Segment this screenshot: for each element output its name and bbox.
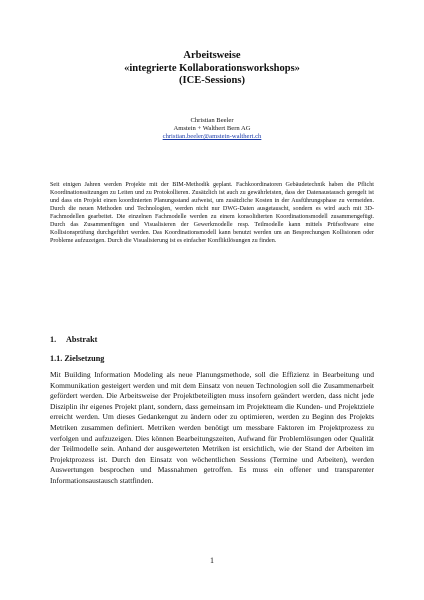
section-number: 1. xyxy=(50,335,57,344)
section-heading-abstrakt xyxy=(50,335,97,344)
body-paragraph: Mit Building Information Modeling als neue Planungsmethode, soll die Effizienz in Bearbeitung und Kommunikation gesteigert werden und mit dem Einsatz von neuen Technologien soll die Zusammenarbeit gefördert werden. Die Arbeitsweise der Projektbeteiligten muss insofern geändert werden, dass nicht jede Disziplin ihr eigenes Projekt plant, sondern, dass gemeinsam im Projektteam die Kunden- und Projektziele erreicht werden. Um dieses Gedankengut zu ändern oder zu optimieren, werden zu Beginn des Projekts Metriken zusammen definiert. Metriken werden benötigt um messbare Faktoren im Projektprozess zu verfolgen und aufzuzeigen. Dies können Bearbeitungszeiten, Aufwand für Problemlösungen oder Qualität der Teilmodelle sein. Anhand der ausgewerteten Metriken ist ersichtlich, wie der Stand der Arbeiten im Projektprozess ist. Durch den Einsatz von wöchentlichen Sessions (Termine und Arbeiten), werden Auswertungen besprochen und Massnahmen getroffen. Es muss ein offener und transparenter Informationsaustausch stattfinden. xyxy=(50,370,374,485)
author-affiliation: Amstein + Walthert Bern AG xyxy=(173,125,251,133)
subsection-title: Zielsetzung xyxy=(64,354,105,363)
author-name: Christian Beeler xyxy=(190,117,234,124)
title-line-2: «integrierte Kollaborationsworkshops» xyxy=(124,62,300,74)
title-line-1: Arbeitsweise xyxy=(183,50,241,61)
subsection-number: 1.1. xyxy=(50,354,63,363)
intro-paragraph: Seit einigen Jahren werden Projekte mit der BIM-Methodik geplant. Fachkoordinatoren Gebäudetechnik haben die Pflicht Koordinationssitzungen zu Leiten und zu Protokollieren. Zusätzlich ist auch zu gewährleisten, dass der Datenaustausch geregelt ist und dass ein Projekt einen koordinierten Planungsstand aufweist, um zusätzliche Kosten in der Ausführungsphase zu vermeiden. Durch die neuen Methoden und Technologien, werden nicht nur DWG-Daten ausgetauscht, sondern es wird auch mit 3D-Fachmodellen gearbeitet. Die einzelnen Fachmodelle werden zu einem konsolidierten Koordinationsmodell zusammengefügt. Durch das Zusammenfügen und Visualisieren der Gewerkmodelle resp. Teilmodelle kann mittels Prüfsoftware eine Kollisionsprüfung durchgeführt werden. Das Koordinationsmodell kann benutzt werden um an Besprechungen Kollisionen oder Probleme aufzuzeigen. Durch die Visualisierung ist es einfacher Konfliktlösungen zu finden. xyxy=(50,182,374,245)
author-block xyxy=(60,117,364,142)
title-line-3: (ICE-Sessions) xyxy=(179,75,245,86)
section-heading-zielsetzung xyxy=(50,354,104,363)
page-number: 1 xyxy=(210,556,214,565)
document-title xyxy=(60,50,364,88)
author-email-link[interactable]: christian.beeler@amstein-walthert.ch xyxy=(162,133,262,141)
section-title: Abstrakt xyxy=(66,335,98,344)
